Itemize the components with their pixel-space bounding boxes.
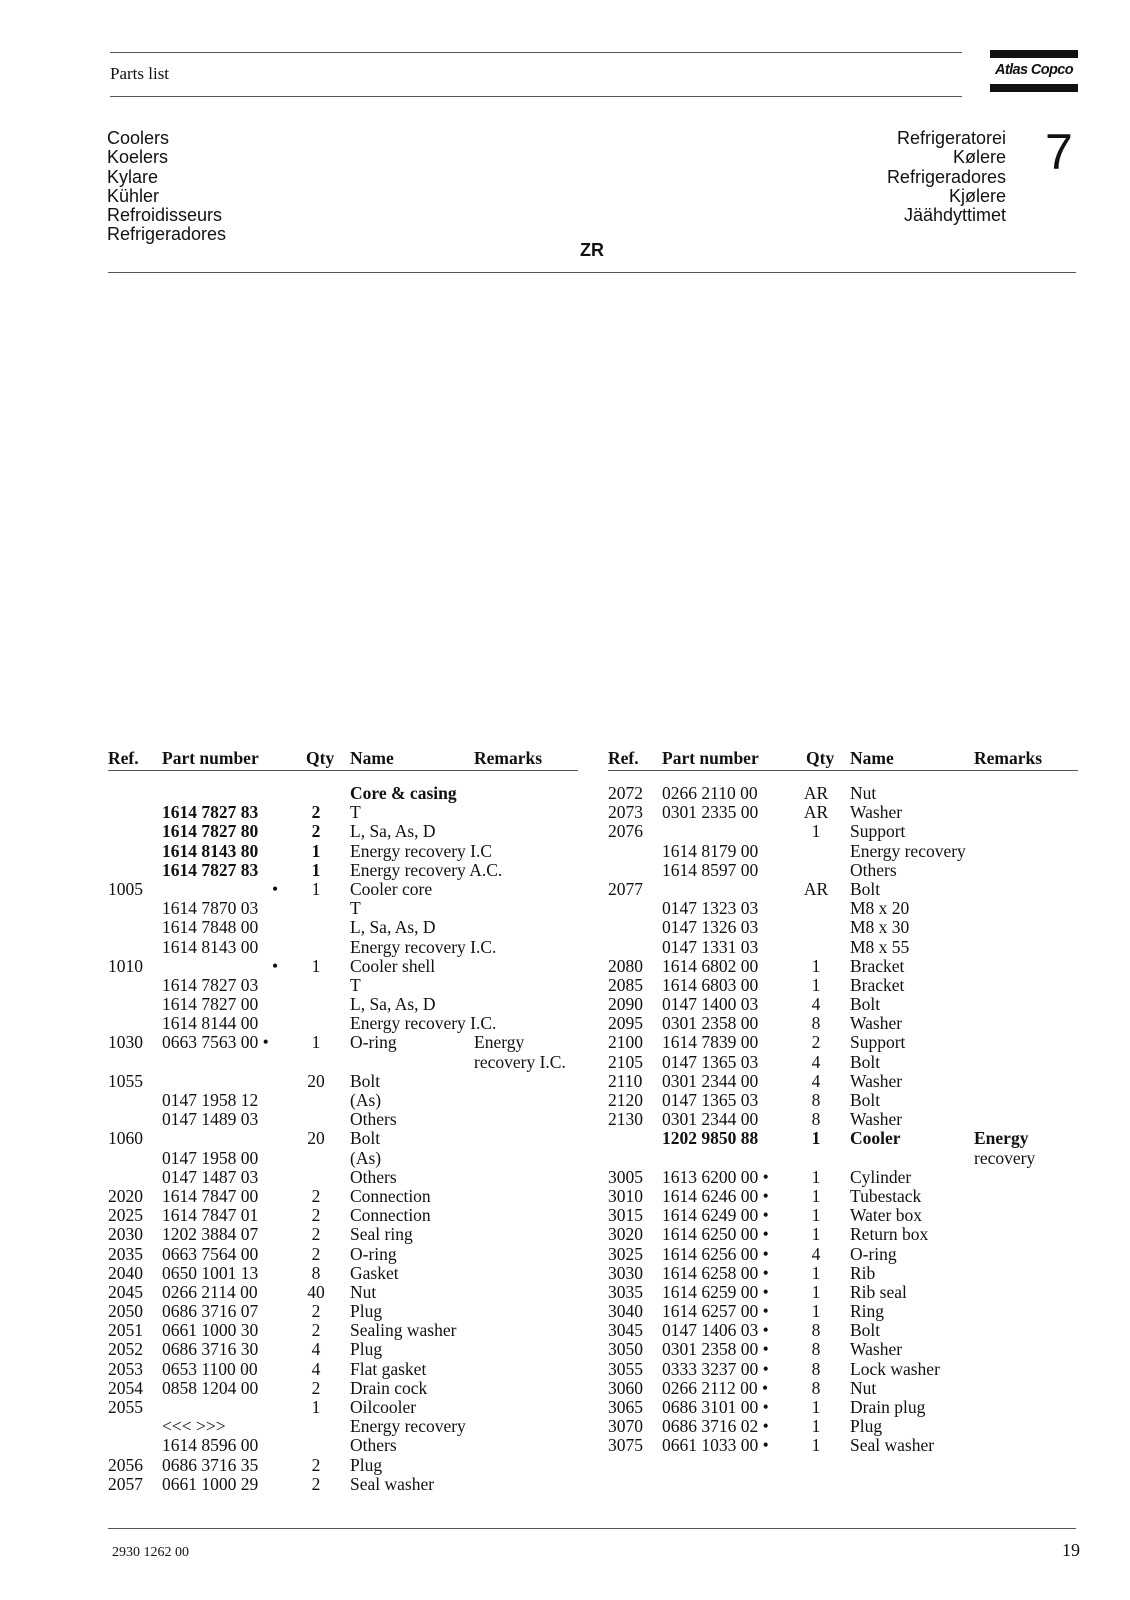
heading-sv: Kylare — [107, 166, 159, 187]
cell-ref: 3015 — [608, 1205, 643, 1226]
cell-ref: 3060 — [608, 1377, 643, 1398]
cell-name: Support — [850, 821, 906, 842]
cell-qty: 1 — [811, 1262, 821, 1283]
cell-part-number: • — [272, 955, 279, 976]
cell-part-number: 0147 1487 03 — [162, 1166, 259, 1187]
header-qty: Qty — [306, 748, 335, 768]
cell-qty: 2 — [311, 1205, 321, 1226]
cell-name: Ring — [850, 1301, 885, 1322]
cell-name: Energy recovery I.C — [350, 840, 493, 861]
cell-part-number: 0686 3716 30 — [162, 1339, 259, 1360]
cell-ref: 2105 — [608, 1051, 643, 1072]
cell-name: (As) — [350, 1090, 382, 1110]
cell-part-number: 1614 6256 00 • — [662, 1243, 769, 1264]
cell-ref: 2090 — [608, 994, 643, 1015]
cell-ref: 3045 — [608, 1320, 643, 1341]
header-remarks: Remarks — [974, 748, 1043, 768]
cell-ref: 3055 — [608, 1358, 643, 1379]
cell-qty: 2 — [311, 1243, 321, 1264]
table-header-rule-right — [608, 770, 1078, 771]
cell-ref: 2077 — [608, 878, 643, 899]
cell-qty: 8 — [811, 1109, 821, 1130]
section-headings-right — [820, 129, 1006, 225]
cell-qty: 40 — [307, 1281, 325, 1302]
cell-qty: 1 — [811, 1416, 821, 1437]
cell-qty: 2 — [311, 1224, 321, 1245]
header-top-rule — [110, 52, 962, 53]
cell-name: Nut — [350, 1281, 377, 1302]
cell-part-number: 0661 1000 30 — [162, 1320, 259, 1341]
cell-part-number: 0147 1958 00 — [162, 1147, 259, 1168]
cell-name: Plug — [350, 1339, 383, 1360]
cell-name: Plug — [350, 1454, 383, 1475]
cell-name: Bolt — [850, 1051, 881, 1072]
cell-name: Tubestack — [850, 1185, 922, 1206]
cell-qty: 1 — [811, 1128, 821, 1149]
cell-qty: 8 — [811, 1320, 821, 1341]
page-title: Parts list — [110, 64, 170, 83]
cell-ref: 3010 — [608, 1185, 643, 1206]
cell-part-number: 1614 7827 03 — [162, 974, 259, 995]
cell-part-number: 1614 6259 00 • — [662, 1281, 769, 1302]
cell-ref: 1005 — [108, 878, 143, 899]
cell-name: Bolt — [850, 1320, 881, 1341]
footer-rule — [108, 1528, 1076, 1529]
cell-ref: 2057 — [108, 1473, 143, 1494]
cell-name: Plug — [350, 1301, 383, 1322]
header-remarks: Remarks — [474, 748, 543, 768]
cell-part-number: <<< >>> — [162, 1416, 226, 1437]
cell-name: (As) — [350, 1147, 382, 1168]
header-name: Name — [850, 748, 894, 768]
cell-qty: 2 — [311, 821, 321, 842]
cell-ref: 3020 — [608, 1224, 643, 1245]
cell-qty: 1 — [311, 859, 321, 880]
cell-part-number: 0301 2335 00 — [662, 802, 759, 823]
cell-part-number: 0147 1365 03 — [662, 1051, 759, 1072]
cell-name: Bolt — [850, 878, 881, 899]
cell-part-number: 0333 3237 00 • — [662, 1358, 769, 1379]
cell-part-number: 0147 1489 03 — [162, 1109, 259, 1130]
cell-qty: 2 — [811, 1032, 821, 1053]
cell-name: Energy recovery I.C. — [350, 936, 497, 957]
cell-part-number: 1614 7827 83 — [162, 859, 259, 880]
header-bottom-rule — [110, 96, 962, 97]
cell-part-number: 0266 2112 00 • — [662, 1377, 769, 1398]
cell-qty: 2 — [311, 1473, 321, 1494]
heading-es: Refrigeradores — [107, 224, 227, 245]
cell-qty: 1 — [811, 1166, 821, 1187]
cell-part-number: 1614 6250 00 • — [662, 1224, 769, 1245]
cell-ref: 2120 — [608, 1090, 643, 1110]
cell-part-number: 0661 1000 29 — [162, 1473, 259, 1494]
cell-part-number: 1614 8144 00 — [162, 1013, 259, 1034]
cell-ref: 2053 — [108, 1358, 143, 1379]
cell-name: Energy recovery I.C. — [350, 1013, 497, 1034]
cell-ref: 2040 — [108, 1262, 143, 1283]
cell-name: Seal washer — [350, 1473, 435, 1494]
cell-name: Others — [350, 1435, 397, 1456]
cell-ref: 2056 — [108, 1454, 143, 1475]
cell-qty: 8 — [311, 1262, 321, 1283]
cell-qty: 2 — [311, 1377, 321, 1398]
cell-part-number: 1614 7827 00 — [162, 994, 259, 1015]
cell-ref: 2085 — [608, 974, 643, 995]
cell-part-number: 0663 7563 00 • — [162, 1032, 269, 1053]
cell-name: Energy recovery — [350, 1416, 466, 1437]
cell-ref: 2080 — [608, 955, 643, 976]
cell-ref: 3050 — [608, 1339, 643, 1360]
cell-qty: 8 — [811, 1358, 821, 1379]
heading-fr: Refroidisseurs — [107, 205, 223, 226]
cell-name: Cooler — [850, 1128, 901, 1149]
cell-ref: 3040 — [608, 1301, 643, 1322]
cell-part-number: 1202 3884 07 — [162, 1224, 259, 1245]
cell-qty: 1 — [811, 1435, 821, 1456]
heading-en: Coolers — [107, 128, 170, 148]
cell-qty: 20 — [307, 1128, 325, 1149]
cell-name: T — [350, 974, 361, 995]
cell-ref: 2054 — [108, 1377, 143, 1398]
cell-qty: 1 — [811, 1224, 821, 1245]
cell-part-number: 1614 6258 00 • — [662, 1262, 769, 1283]
cell-qty: 8 — [811, 1339, 821, 1360]
cell-part-number: 1614 7839 00 — [662, 1032, 759, 1053]
cell-name: Washer — [850, 1070, 903, 1091]
cell-name: O-ring — [850, 1243, 897, 1264]
cell-name: Drain cock — [350, 1377, 428, 1398]
cell-part-number: 1202 9850 88 — [662, 1128, 759, 1149]
cell-name: Nut — [850, 783, 877, 803]
cell-ref: 3070 — [608, 1416, 643, 1437]
cell-qty: 1 — [811, 974, 821, 995]
cell-name: Lock washer — [850, 1358, 940, 1379]
cell-qty: AR — [803, 783, 829, 803]
cell-name: Core & casing — [350, 783, 457, 803]
cell-ref: 2051 — [108, 1320, 143, 1341]
cell-name: Others — [350, 1109, 397, 1130]
cell-part-number: 0147 1400 03 — [662, 994, 759, 1015]
cell-name: Plug — [850, 1416, 883, 1437]
cell-name: Washer — [850, 802, 903, 823]
cell-ref: 3030 — [608, 1262, 643, 1283]
heading-fi: Jäähdyttimet — [903, 205, 1006, 226]
cell-qty: 1 — [811, 1281, 821, 1302]
cell-qty: 4 — [311, 1358, 321, 1379]
section-rule — [108, 272, 1076, 273]
cell-ref: 2050 — [108, 1301, 143, 1322]
heading-no: Kjølere — [948, 185, 1006, 206]
cell-part-number: 1613 6200 00 • — [662, 1166, 769, 1187]
cell-part-number: • — [272, 878, 279, 899]
cell-ref: 1060 — [108, 1128, 143, 1149]
cell-part-number: 0147 1365 03 — [662, 1090, 759, 1110]
cell-name: Washer — [850, 1339, 903, 1360]
cell-name: Energy recovery A.C. — [350, 859, 503, 880]
cell-name: Cylinder — [850, 1166, 912, 1187]
cell-ref: 2110 — [608, 1070, 643, 1091]
cell-qty: 2 — [311, 802, 321, 823]
cell-qty: AR — [803, 802, 829, 823]
cell-name: Drain plug — [850, 1397, 926, 1417]
cell-name: Sealing washer — [350, 1320, 457, 1341]
cell-part-number: 0663 7564 00 — [162, 1243, 259, 1264]
cell-name: Rib seal — [850, 1281, 907, 1302]
cell-qty: 2 — [311, 1320, 321, 1341]
cell-ref: 2076 — [608, 821, 643, 842]
cell-name: Return box — [850, 1224, 929, 1245]
cell-part-number: 0686 3716 02 • — [662, 1416, 769, 1437]
header-name: Name — [350, 748, 394, 768]
cell-qty: 2 — [311, 1454, 321, 1475]
cell-ref: 2052 — [108, 1339, 143, 1360]
cell-part-number: 1614 6246 00 • — [662, 1185, 769, 1206]
cell-remarks: Energy — [474, 1032, 525, 1053]
cell-name: Bolt — [350, 1070, 381, 1091]
cell-name: Nut — [850, 1377, 877, 1398]
cell-ref: 2020 — [108, 1185, 143, 1206]
cell-ref: 3035 — [608, 1281, 643, 1302]
cell-part-number: 0301 2344 00 — [662, 1109, 759, 1130]
header-part-number: Part number — [162, 748, 259, 768]
cell-part-number: 0650 1001 13 — [162, 1262, 259, 1283]
cell-part-number: 1614 7870 03 — [162, 898, 259, 919]
cell-part-number: 0686 3716 35 — [162, 1454, 259, 1475]
cell-name: Bolt — [350, 1128, 381, 1149]
cell-ref: 2073 — [608, 802, 643, 823]
cell-qty: 1 — [811, 955, 821, 976]
header-ref: Ref. — [108, 748, 139, 768]
cell-ref: 3075 — [608, 1435, 643, 1456]
header-part-number: Part number — [662, 748, 759, 768]
cell-ref: 3005 — [608, 1166, 643, 1187]
cell-name: Bolt — [850, 994, 881, 1015]
cell-name: Washer — [850, 1109, 903, 1130]
cell-name: O-ring — [350, 1243, 397, 1264]
cell-qty: 1 — [811, 821, 821, 842]
cell-name: Support — [850, 1032, 906, 1053]
cell-ref: 2130 — [608, 1109, 643, 1130]
cell-name: L, Sa, As, D — [350, 917, 436, 938]
cell-part-number: 0147 1331 03 — [662, 936, 759, 957]
cell-name: L, Sa, As, D — [350, 994, 436, 1015]
cell-part-number: 0301 2344 00 — [662, 1070, 759, 1091]
cell-name: Connection — [350, 1185, 431, 1206]
cell-qty: AR — [803, 878, 829, 899]
cell-name: Washer — [850, 1013, 903, 1034]
cell-qty: 1 — [311, 878, 321, 899]
cell-qty: 1 — [311, 840, 321, 861]
cell-part-number: 0686 3716 07 — [162, 1301, 259, 1322]
heading-da: Kølere — [952, 147, 1006, 168]
cell-ref: 1055 — [108, 1070, 143, 1091]
cell-name: Seal washer — [850, 1435, 935, 1456]
cell-qty: 2 — [311, 1185, 321, 1206]
cell-part-number: 1614 7847 00 — [162, 1185, 259, 1206]
cell-name: Flat gasket — [350, 1358, 427, 1379]
model-label: ZR — [580, 240, 604, 260]
cell-part-number: 1614 8597 00 — [662, 859, 759, 880]
header-ref: Ref. — [608, 748, 639, 768]
cell-qty: 1 — [811, 1301, 821, 1322]
cell-ref: 2095 — [608, 1013, 643, 1034]
cell-name: Seal ring — [350, 1224, 413, 1245]
cell-part-number: 1614 8143 80 — [162, 840, 259, 861]
cell-ref: 2072 — [608, 783, 643, 803]
cell-qty: 1 — [311, 1397, 321, 1417]
cell-qty: 1 — [811, 1205, 821, 1226]
cell-name: Cooler core — [350, 878, 433, 899]
cell-ref: 2035 — [108, 1243, 143, 1264]
cell-name: Oilcooler — [350, 1397, 417, 1417]
section-number: 7 — [1045, 124, 1073, 180]
cell-part-number: 1614 7848 00 — [162, 917, 259, 938]
cell-name: M8 x 30 — [850, 917, 910, 938]
cell-qty: 8 — [811, 1013, 821, 1034]
cell-name: Bracket — [850, 974, 905, 995]
document-code: 2930 1262 00 — [112, 1545, 189, 1560]
cell-ref: 2030 — [108, 1224, 143, 1245]
cell-part-number: 1614 7847 01 — [162, 1205, 259, 1226]
heading-nl: Koelers — [107, 147, 169, 168]
cell-remarks: recovery — [974, 1147, 1036, 1168]
cell-qty: 4 — [811, 1051, 821, 1072]
cell-name: Water box — [850, 1205, 922, 1226]
cell-qty: 8 — [811, 1090, 821, 1110]
cell-name: Energy recovery — [850, 840, 966, 861]
cell-part-number: 0266 2110 00 — [662, 783, 758, 803]
cell-part-number: 1614 6803 00 — [662, 974, 759, 995]
cell-ref: 2025 — [108, 1205, 143, 1226]
cell-part-number: 0147 1958 12 — [162, 1090, 259, 1110]
cell-name: Bolt — [850, 1090, 881, 1110]
cell-remarks: Energy — [974, 1128, 1029, 1149]
cell-part-number: 0147 1326 03 — [662, 917, 759, 938]
cell-qty: 1 — [811, 1397, 821, 1417]
cell-ref: 2045 — [108, 1281, 143, 1302]
cell-part-number: 0661 1033 00 • — [662, 1435, 769, 1456]
cell-part-number: 1614 6257 00 • — [662, 1301, 769, 1322]
cell-name: L, Sa, As, D — [350, 821, 436, 842]
header-qty: Qty — [806, 748, 835, 768]
cell-part-number: 0147 1323 03 — [662, 898, 759, 919]
atlas-copco-logo — [990, 50, 1078, 94]
cell-name: Gasket — [350, 1262, 399, 1283]
cell-name: Connection — [350, 1205, 431, 1226]
table-header-rule-left — [108, 770, 578, 771]
cell-part-number: 1614 8143 00 — [162, 936, 259, 957]
cell-part-number: 1614 7827 83 — [162, 802, 259, 823]
cell-part-number: 0686 3101 00 • — [662, 1397, 769, 1417]
cell-name: Others — [350, 1166, 397, 1187]
cell-qty: 2 — [311, 1301, 321, 1322]
cell-remarks: recovery I.C. — [474, 1051, 566, 1072]
section-headings-left — [107, 129, 226, 245]
cell-name: M8 x 55 — [850, 936, 910, 957]
cell-qty: 1 — [311, 955, 321, 976]
cell-part-number: 0301 2358 00 — [662, 1013, 759, 1034]
heading-de: Kühler — [107, 185, 160, 206]
cell-qty: 8 — [811, 1377, 821, 1398]
cell-ref: 3065 — [608, 1397, 643, 1417]
cell-part-number: 1614 6802 00 — [662, 955, 759, 976]
cell-ref: 1030 — [108, 1032, 143, 1053]
cell-ref: 2055 — [108, 1397, 143, 1417]
cell-part-number: 0266 2114 00 — [162, 1281, 258, 1302]
cell-name: T — [350, 898, 361, 919]
cell-qty: 20 — [307, 1070, 325, 1091]
cell-qty: 4 — [311, 1339, 321, 1360]
cell-part-number: 0653 1100 00 — [162, 1358, 258, 1379]
cell-name: O-ring — [350, 1032, 397, 1053]
cell-name: Rib — [850, 1262, 876, 1283]
cell-part-number: 1614 8596 00 — [162, 1435, 259, 1456]
page-number: 19 — [1062, 1540, 1080, 1560]
cell-ref: 3025 — [608, 1243, 643, 1264]
cell-qty: 1 — [811, 1185, 821, 1206]
cell-name: M8 x 20 — [850, 898, 910, 919]
cell-part-number: 0147 1406 03 • — [662, 1320, 769, 1341]
cell-qty: 4 — [811, 994, 821, 1015]
cell-part-number: 1614 8179 00 — [662, 840, 759, 861]
cell-part-number: 0858 1204 00 — [162, 1377, 259, 1398]
cell-ref: 2100 — [608, 1032, 643, 1053]
cell-qty: 4 — [811, 1070, 821, 1091]
cell-name: Cooler shell — [350, 955, 436, 976]
cell-part-number: 1614 7827 80 — [162, 821, 259, 842]
cell-part-number: 0301 2358 00 • — [662, 1339, 769, 1360]
cell-name: Bracket — [850, 955, 905, 976]
heading-pt: Refrigeradores — [886, 166, 1006, 187]
cell-ref: 1010 — [108, 955, 143, 976]
cell-part-number: 1614 6249 00 • — [662, 1205, 769, 1226]
cell-qty: 1 — [311, 1032, 321, 1053]
heading-it: Refrigeratorei — [896, 128, 1006, 148]
cell-qty: 4 — [811, 1243, 821, 1264]
logo-text: Atlas Copco — [995, 62, 1073, 78]
cell-name: Others — [850, 859, 897, 880]
cell-name: T — [350, 802, 361, 823]
